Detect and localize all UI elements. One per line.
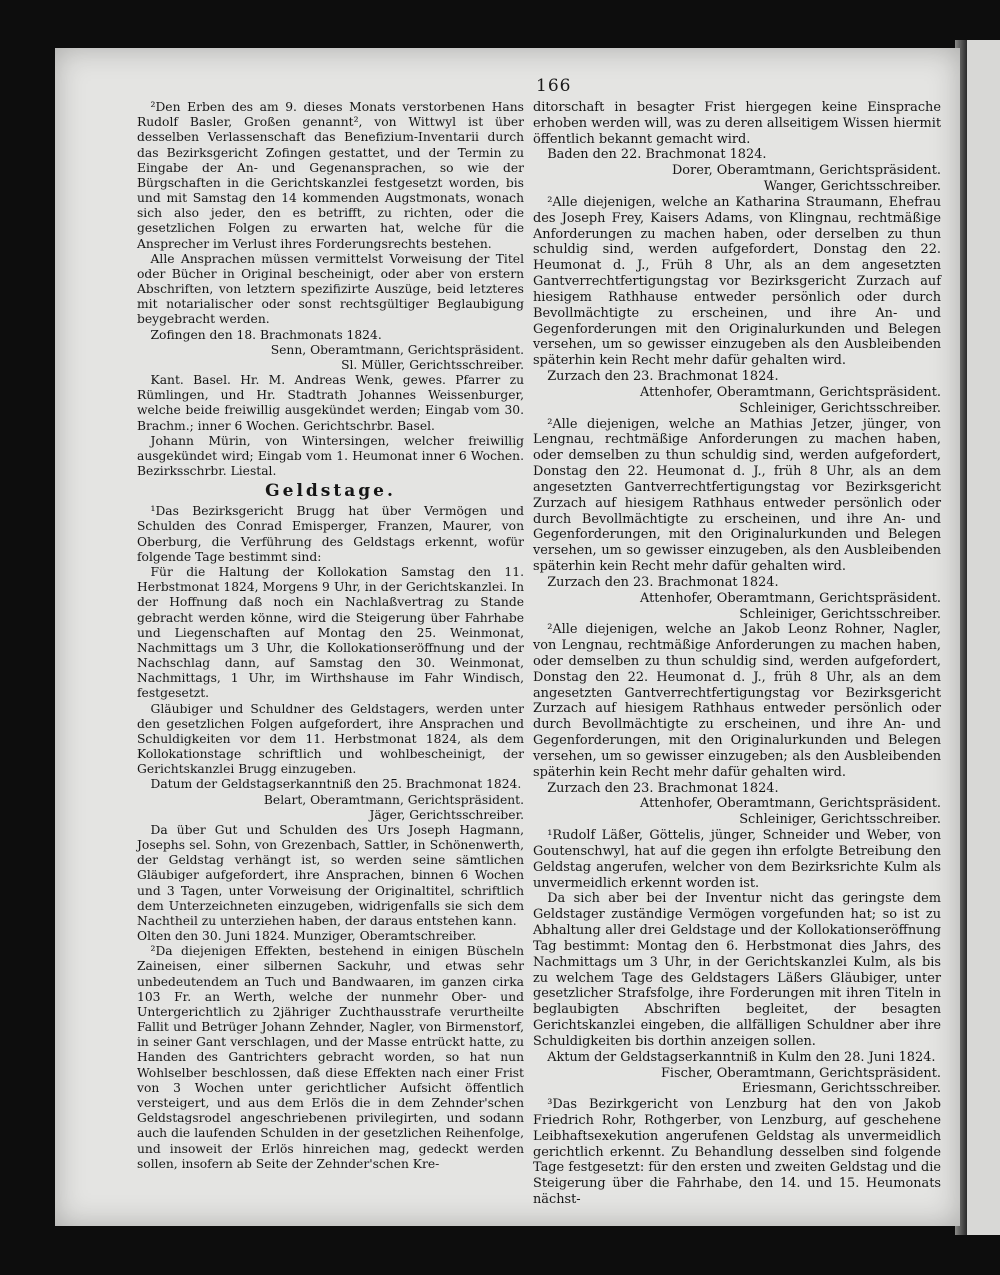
notice-paragraph: Johann Mürin, von Wintersingen, welcher freiwillig ausgekündet wird; Eingab vom 1. Heumonat inner 6 Wochen. Bezirksschrbr. Liestal. <box>137 433 524 479</box>
notice-paragraph: Alle Ansprachen müssen vermittelst Vorweisung der Titel oder Bücher in Original bescheinigt, oder aber von erstern Abschriften, von letztern spezifizirte Auszüge, beid letzteres mit notarialischer oder sonst rechtsgültiger Beglaubigung beygebracht werden. <box>137 251 524 327</box>
notice-paragraph: Baden den 22. Brachmonat 1824. <box>547 147 767 163</box>
notice-paragraph: Gläubiger und Schuldner des Geldstagers, werden unter den gesetzlichen Folgen aufgefordert, ihre Ansprachen und Schuldigkeiten vor dem 11. Herbstmonat 1824, als dem Kollokationstage schriftlich und wohlbescheinigt, der Gerichtskanzlei Brugg einzugeben. <box>137 701 524 777</box>
signature-line: Attenhofer, Oberamtmann, Gerichtspräsident. <box>639 796 941 812</box>
signature-line: Dorer, Oberamtmann, Gerichtspräsident. <box>671 163 941 179</box>
notice-paragraph: Zurzach den 23. Brachmonat 1824. <box>547 574 779 590</box>
signature-line: Fischer, Oberamtmann, Gerichtspräsident. <box>660 1065 941 1081</box>
signature-line: Attenhofer, Oberamtmann, Gerichtspräsident. <box>639 590 941 606</box>
notice-paragraph: Da über Gut und Schulden des Urs Joseph Hagmann, Josephs sel. Sohn, von Grezenbach, Sattler, in Schönenwerth, der Geldstag verhängt ist, so werden seine sämtlichen Gläubiger aufgefordert, ihre Ansprachen, binnen 6 Wochen und 3 Tagen, unter Vorweisung der Originaltitel, schriftlich dem Unterzeichneten einzugeben, widrigenfalls sie sich dem Nachtheil zu unterziehen haben, der daraus entstehen kann. <box>137 822 524 928</box>
notice-paragraph: Für die Haltung der Kollokation Samstag den 11. Herbstmonat 1824, Morgens 9 Uhr, in der Gerichtskanzlei. In der Hoffnung daß noch ein Nachlaßvertrag zu Stande gebracht werden könne, wird die Steigerung über Fahrhabe und Liegenschaften auf Montag den 25. Weinmonat, Nachmittags um 3 Uhr, die Kollokationseröffnung und der Nachschlag dann, auf Samstag den 30. Weinmonat, Nachmittags, 1 Uhr, im Wirthshause im Fahr Windisch, festgesetzt. <box>137 564 524 701</box>
notice-paragraph: ²Den Erben des am 9. dieses Monats verstorbenen Hans Rudolf Basler, Großen genannt², von Wittwyl ist über desselben Verlassenschaft das Benefizium-Inventarii durch das Bezirksgericht Zofingen gestattet, und der Termin zu Eingabe der An- und Gegenansprachen, so wie der Bürgschaften in die Gerichtskanzlei festgesetzt worden, bis und mit Samstag den 14 kommenden Augstmonats, wonach sich also jeder, den es betrifft, zu richten, oder die gesetzlichen Folgen zu erwarten hat, welche für die Ansprecher im Verlust ihres Forderungsrechts bestehen. <box>137 100 524 251</box>
signature-line: Wanger, Gerichtsschreiber. <box>763 179 941 195</box>
notice-paragraph: ditorschaft in besagter Frist hiergegen keine Einsprache erhoben werden will, was zu deren allseitigem Wissen hiermit öffentlich bekannt gemacht wird. <box>533 100 941 147</box>
section-heading: Geldstage. <box>265 481 396 502</box>
notice-paragraph: ²Da diejenigen Effekten, bestehend in einigen Büscheln Zaineisen, einer silbernen Sackuhr, und etwas sehr unbedeutendem an Tuch und Bandwaaren, im ganzen cirka 103 Fr. an Werth, welche der nunmehr Ober- und Untergerichtlich zu 2jähriger Zuchthausstrafe verurtheilte Fallit und Betrüger Johann Zehnder, Nagler, von Birmenstorf, in seiner Gant verschlagen, und der Masse entrückt hatte, zu Handen des Gantrichters gebracht worden, so hat nun Wohlselber beschlossen, daß diese Effekten nach einer Frist von 3 Wochen unter gerichtlicher Aufsicht öffentlich versteigert, und aus dem Erlös die in dem Zehnder'schen Geldstagsrodel angeschriebenen privilegirten, und sodann auch die laufenden Schulden in der gesetzlichen Reihenfolge, und insoweit der Erlös hinreichen mag, gedeckt werden sollen, insofern ab Seite der Zehnder'schen Kre- <box>137 944 524 1171</box>
adjacent-page-edge <box>966 40 1000 1235</box>
notice-paragraph: ¹Das Bezirksgericht Brugg hat über Vermögen und Schulden des Conrad Emisperger, Franzen, Maurer, von Oberburg, die Verführung des Geldstags erkennt, wofür folgende Tage bestimmt sind: <box>137 504 524 564</box>
notice-paragraph: Kant. Basel. Hr. M. Andreas Wenk, gewes. Pfarrer zu Rümlingen, und Hr. Stadtrath Johannes Weissenburger, welche beide freiwillig ausgekündet werden; Eingab vom 30. Brachm.; inner 6 Wochen. Gerichtschrbr. Basel. <box>137 373 524 433</box>
notice-paragraph: Olten den 30. Juni 1824. Munziger, Oberamtschreiber. <box>137 929 477 944</box>
notice-paragraph: Aktum der Geldstagserkanntniß in Kulm den 28. Juni 1824. <box>547 1049 936 1065</box>
notice-paragraph: ¹Rudolf Läßer, Göttelis, jünger, Schneider und Weber, von Goutenschwyl, hat auf die gegen ihn erfolgte Betreibung den Geldstag angerufen, welcher von dem Bezirksrichte Kulm als unvermeidlich erkennt worden ist. <box>533 828 941 891</box>
notice-paragraph: ²Alle diejenigen, welche an Jakob Leonz Rohner, Nagler, von Lengnau, rechtmäßige Anforderungen zu machen haben, oder demselben zu thun schuldig sind, werden aufgefordert, Donstag den 22. Heumonat d. J., früh 8 Uhr, als an dem angesetzten Gantverrechtfertigungstag vor Bezirksgericht Zurzach auf hiesigem Rathhaus entweder persönlich oder durch Bevollmächtigte zu erscheinen, und ihre An- und Gegenforderungen, mit den Originalurkunden und Belegen versehen, um so gewisser einzugeben; als den Ausbleibenden späterhin kein Recht mehr dafür gehalten wird. <box>533 622 941 780</box>
notice-paragraph: ²Alle diejenigen, welche an Mathias Jetzer, jünger, von Lengnau, rechtmäßige Anforderungen zu machen haben, oder demselben zu thun schuldig sind, werden aufgefordert, Donstag den 22. Heumonat d. J., früh 8 Uhr, als an dem angesetzten Gantverrechtfertigungstag vor Bezirksgericht Zurzach auf hiesigem Rathhaus entweder persönlich oder durch Bevollmächtigte zu erscheinen, und ihre An- und Gegenforderungen, mit den Originalurkunden und Belegen versehen, um so gewisser einzugeben, als den Ausbleibenden späterhin kein Recht mehr dafür gehalten wird. <box>533 416 941 575</box>
signature-line: Senn, Oberamtmann, Gerichtspräsident. <box>270 342 524 357</box>
notice-paragraph: Zurzach den 23. Brachmonat 1824. <box>547 369 779 385</box>
signature-line: Sl. Müller, Gerichtsschreiber. <box>341 357 524 372</box>
signature-line: Eriesmann, Gerichtsschreiber. <box>742 1081 941 1097</box>
notice-paragraph: ³Das Bezirkgericht von Lenzburg hat den von Jakob Friedrich Rohr, Rothgerber, von Lenzburg, auf geschehene Leibhaftsexekution angerufenen Geldstag als unvermeidlich gerichtlich erkennt. Zu Behandlung desselben sind folgende Tage festgesetzt: für den ersten und zweiten Geldstag und die Steigerung über die Fahrhabe, den 14. und 15. Heumonats nächst- <box>533 1097 941 1208</box>
notice-paragraph: Zurzach den 23. Brachmonat 1824. <box>547 780 779 796</box>
signature-line: Schleiniger, Gerichtsschreiber. <box>739 400 941 416</box>
notice-paragraph: Zofingen den 18. Brachmonats 1824. <box>150 327 382 342</box>
signature-line: Jäger, Gerichtsschreiber. <box>369 807 524 822</box>
notice-paragraph: Datum der Geldstagserkanntniß den 25. Brachmonat 1824. <box>150 777 522 792</box>
notice-paragraph: Da sich aber bei der Inventur nicht das geringste dem Geldstager zuständige Vermögen vorgefunden hat; so ist zu Abhaltung aller drei Geldstage und der Kollokationseröffnung Tag bestimmt: Montag den 6. Herbstmonat dies Jahrs, des Nachmittags um 3 Uhr, in der Gerichtskanzlei Kulm, als bis zu welchem Tage des Geldstagers Läßers Gläubiger, unter gesetzlicher Strafsfolge, ihre Forderungen mit ihren Titeln in beglaubigten Abschriften begleitet, der besagten Gerichtskanzlei eingeben, die allfälligen Schuldner aber ihre Schuldigkeiten bis dorthin anzeigen sollen. <box>533 891 941 1049</box>
signature-line: Belart, Oberamtmann, Gerichtspräsident. <box>263 792 524 807</box>
signature-line: Attenhofer, Oberamtmann, Gerichtspräsident. <box>639 384 941 400</box>
right-column <box>533 100 941 1208</box>
signature-line: Schleiniger, Gerichtsschreiber. <box>739 606 941 622</box>
signature-line: Schleiniger, Gerichtsschreiber. <box>739 812 941 828</box>
page-number: 166 <box>536 76 572 96</box>
left-column <box>137 100 524 1172</box>
notice-paragraph: ²Alle diejenigen, welche an Katharina Straumann, Ehefrau des Joseph Frey, Kaisers Adams, von Klingnau, rechtmäßige Anforderungen zu machen haben, oder derselben zu thun schuldig sind, werden aufgefordert, Donstag den 22. Heumonat d. J., Früh 8 Uhr, als an dem angesetzten Gantverrechtfertigungstag vor Bezirksgericht Zurzach auf hiesigem Rathhause entweder persönlich oder durch Bevollmächtigte zu erscheinen, und ihre An- und Gegenforderungen mit den Originalurkunden und Belegen versehen, um so gewisser einzugeben als den Ausbleibenden späterhin kein Recht mehr dafür gehalten wird. <box>533 194 941 369</box>
